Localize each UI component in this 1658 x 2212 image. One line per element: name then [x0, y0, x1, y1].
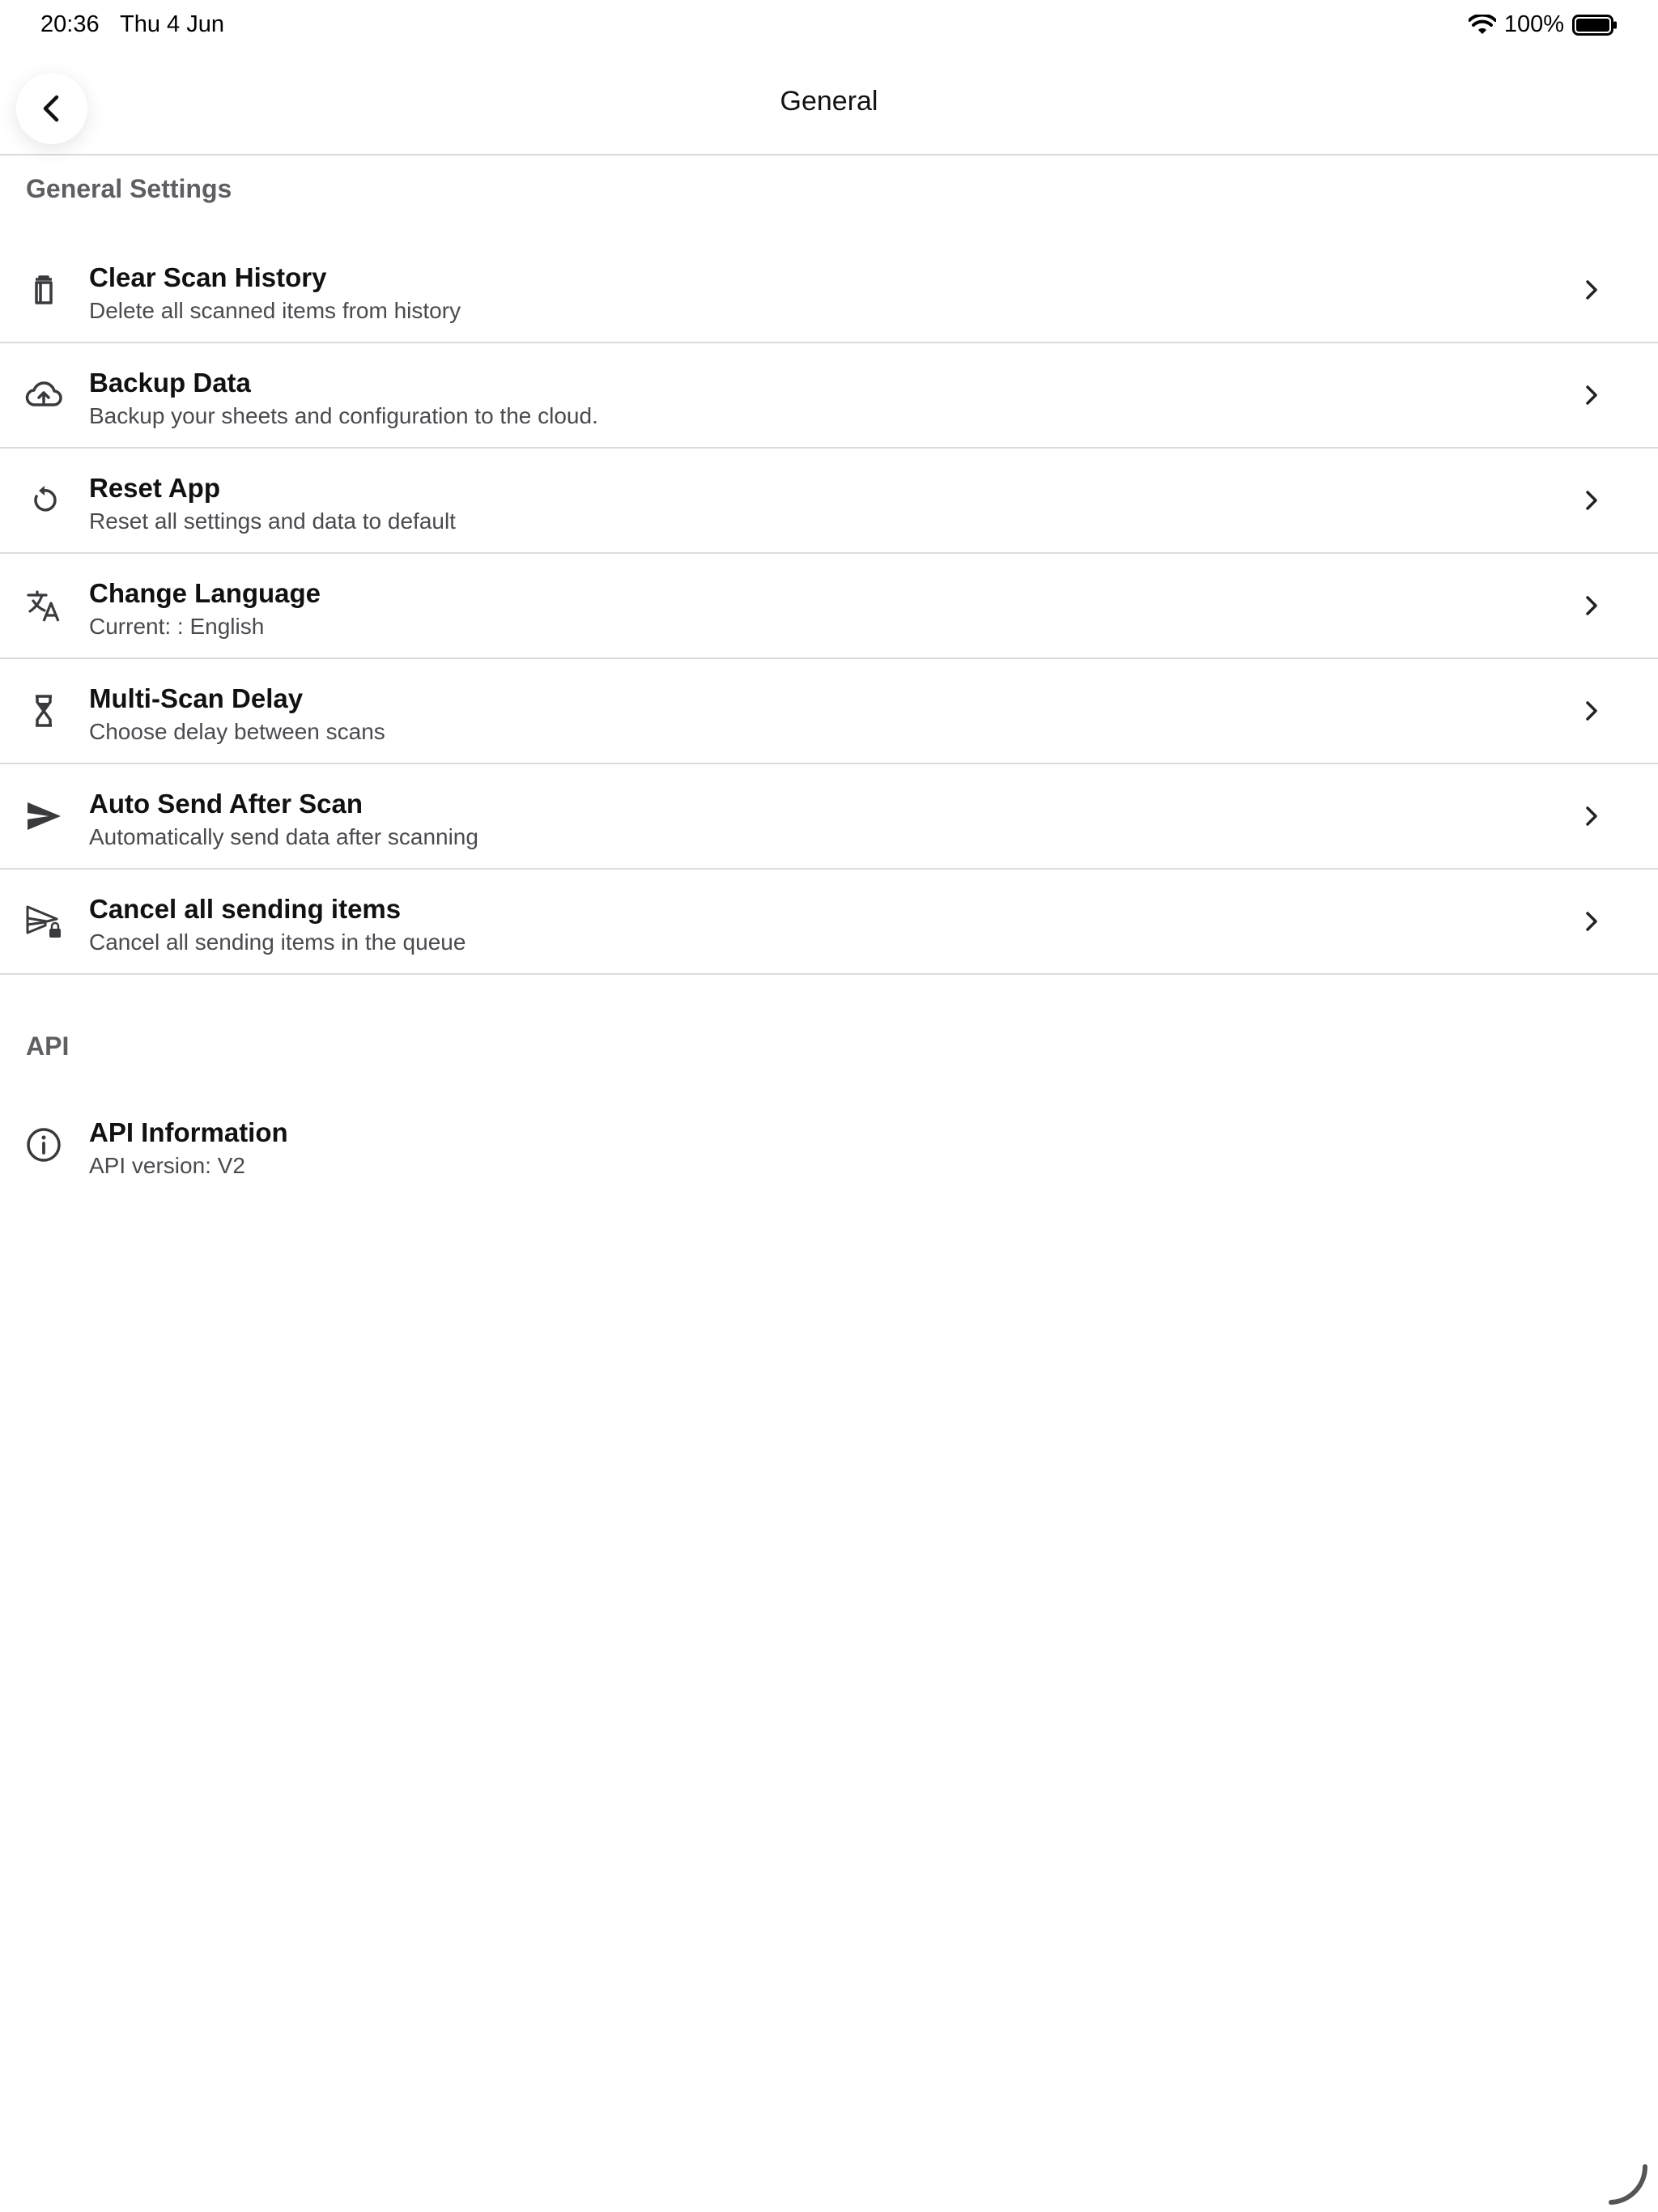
translate-icon	[24, 586, 63, 625]
scroll-handle-icon[interactable]	[1605, 2159, 1653, 2207]
item-title: Cancel all sending items	[89, 894, 402, 924]
battery-percent: 100%	[1503, 11, 1564, 37]
item-subtitle: Backup your sheets and configuration to the cloud.	[89, 403, 598, 428]
chevron-right-icon	[1577, 486, 1606, 515]
status-bar	[0, 0, 1658, 52]
info-icon	[24, 1125, 63, 1164]
wifi-icon	[1469, 15, 1496, 36]
hourglass-icon	[24, 691, 63, 730]
change-language-item[interactable]	[0, 554, 1658, 659]
item-title: Reset App	[89, 473, 220, 503]
item-subtitle: Current: : English	[89, 614, 265, 639]
item-title: Multi-Scan Delay	[89, 683, 304, 713]
section-header-general: General Settings	[26, 174, 232, 203]
chevron-right-icon	[1577, 907, 1606, 936]
item-subtitle: API version: V2	[89, 1153, 245, 1178]
cancel-all-sending-item[interactable]	[0, 870, 1658, 975]
item-subtitle: Choose delay between scans	[89, 719, 385, 744]
auto-send-after-scan-item[interactable]	[0, 764, 1658, 870]
clear-scan-history-item[interactable]	[0, 238, 1658, 343]
cloud-upload-icon	[24, 376, 63, 415]
page-title: General	[780, 86, 878, 117]
item-title: Backup Data	[89, 368, 251, 398]
navigation-bar	[0, 52, 1658, 155]
reset-app-item[interactable]	[0, 449, 1658, 554]
status-date: Thu 4 Jun	[120, 11, 224, 37]
reset-icon	[24, 481, 63, 520]
chevron-right-icon	[1577, 802, 1606, 831]
trash-icon	[24, 270, 63, 309]
chevron-right-icon	[1577, 381, 1606, 410]
api-list	[0, 1093, 1658, 1197]
section-header-api: API	[26, 1032, 70, 1061]
item-title: Clear Scan History	[89, 262, 327, 292]
backup-data-item[interactable]	[0, 343, 1658, 449]
api-information-item[interactable]	[0, 1093, 1658, 1197]
chevron-right-icon	[1577, 591, 1606, 620]
status-time: 20:36	[40, 11, 100, 37]
chevron-right-icon	[1577, 275, 1606, 304]
general-settings-list	[0, 238, 1658, 975]
item-title: Change Language	[89, 578, 321, 608]
chevron-right-icon	[1577, 696, 1606, 725]
send-lock-icon	[24, 902, 63, 941]
status-indicators	[1469, 11, 1618, 38]
item-title: API Information	[89, 1117, 288, 1147]
multi-scan-delay-item[interactable]	[0, 659, 1658, 764]
item-subtitle: Automatically send data after scanning	[89, 824, 478, 849]
item-subtitle: Delete all scanned items from history	[89, 298, 461, 323]
item-subtitle: Cancel all sending items in the queue	[89, 929, 466, 955]
item-title: Auto Send After Scan	[89, 789, 363, 819]
item-subtitle: Reset all settings and data to default	[89, 508, 456, 534]
battery-full-icon	[1572, 15, 1618, 36]
send-icon	[24, 797, 63, 836]
